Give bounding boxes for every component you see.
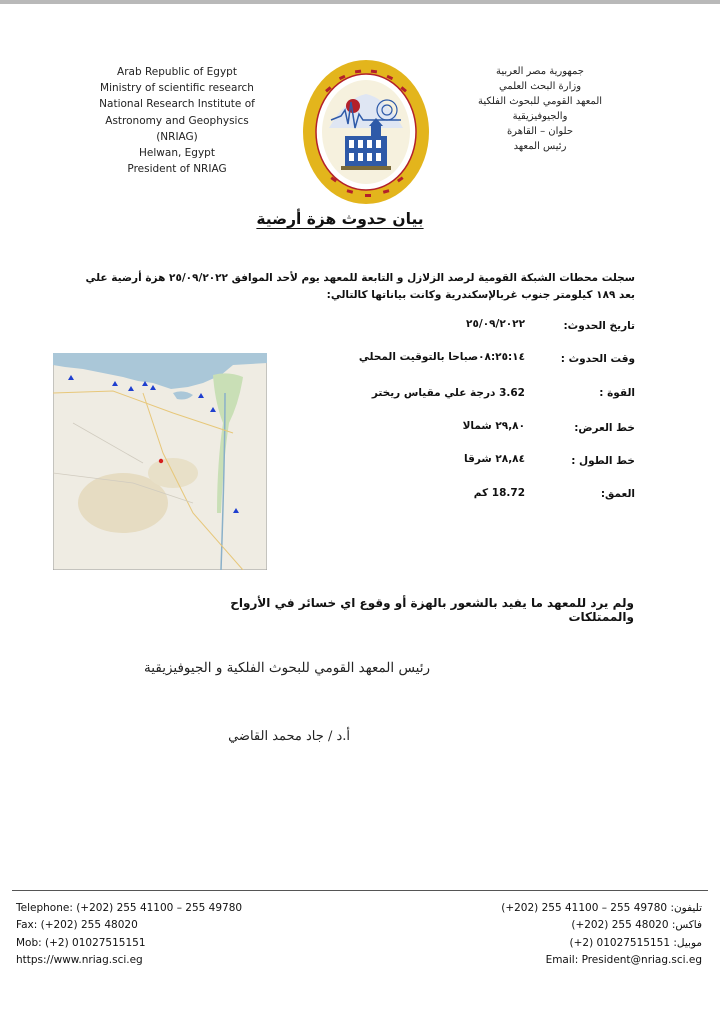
signature-name: أ.د / جاد محمد القاضي — [228, 729, 350, 744]
header-arabic — [470, 64, 610, 154]
footer-arabic — [420, 900, 702, 969]
header-ar-line: رئيس المعهد — [513, 141, 567, 152]
field-latitude-value: ٢٩,٨٠ شمالا — [462, 420, 525, 432]
top-border — [0, 0, 720, 4]
header-ar-line: حلوان – القاهرة — [506, 126, 574, 137]
header-en-line: (NRIAG) — [156, 130, 198, 143]
header-en-line: Arab Republic of Egypt — [117, 66, 237, 78]
footer-ar-fax-value: (+202) 255 48020 — [571, 919, 669, 932]
footer-ar-mobile — [420, 935, 702, 952]
epicenter-map — [53, 353, 267, 570]
field-date-label: تاريخ الحدوث: — [563, 320, 635, 332]
field-depth-label: العمق: — [600, 488, 635, 500]
header-ar-line: جمهورية مصر العربية — [496, 66, 584, 77]
footer-mobile: Mob: (+2) 01027515151 — [16, 936, 146, 949]
field-date-value: ٢٥/٠٩/٢٠٢٢ — [466, 318, 525, 330]
header-ar-line: وزارة البحث العلمي — [498, 81, 582, 92]
header-english — [88, 64, 266, 177]
field-magnitude-value: 3.62 درجة علي مقياس ريختر — [371, 387, 525, 399]
footer-email-link[interactable] — [420, 952, 702, 969]
footer-ar-fax — [420, 917, 702, 934]
footer-english — [16, 900, 336, 969]
footer-ar-mobile-value: (+2) 01027515151 — [569, 936, 671, 949]
header-ar-line: والجيوفيزيقية — [512, 111, 568, 122]
header-en-line: Ministry of scientific research — [100, 82, 254, 95]
header-en-line: Helwan, Egypt — [139, 147, 215, 160]
header-ar-line: المعهد القومي للبحوث الفلكية — [477, 96, 603, 107]
footer-divider — [12, 890, 708, 891]
footer-ar-fax-label: فاكس: — [671, 919, 702, 932]
nriag-seal-icon — [301, 58, 431, 206]
field-latitude-label: خط العرض: — [574, 422, 635, 434]
field-longitude-value: ٢٨,٨٤ شرقا — [464, 453, 525, 465]
footer-ar-telephone-value: (+202) 255 41100 – 255 49780 — [501, 902, 668, 914]
field-time-value: ٠٨:٢٥:١٤صباحا بالتوقيت المحلي — [358, 351, 525, 363]
footer-ar-telephone — [420, 900, 702, 917]
document-title: بيان حدوث هزة أرضية — [256, 210, 424, 228]
field-magnitude-label: القوة : — [599, 387, 635, 399]
footer-ar-telephone-label: تليفون: — [670, 902, 702, 914]
header-en-line: President of NRIAG — [127, 163, 227, 176]
damage-note: ولم يرد للمعهد ما يفيد بالشعور بالهزة أو وقوع اي خسائر في الأرواح والممتلكات — [230, 596, 634, 624]
field-time-label: وقت الحدوث : — [560, 353, 635, 365]
signature-title: رئيس المعهد القومي للبحوث الفلكية و الجيوفيزيقية — [144, 660, 430, 676]
footer-ar-mobile-label: موبيل: — [673, 936, 702, 949]
field-depth-value: 18.72 كم — [473, 487, 525, 499]
footer-telephone: Telephone: (+202) 255 41100 – 255 49780 — [16, 902, 243, 914]
footer-fax: Fax: (+202) 255 48020 — [16, 919, 138, 932]
header-en-line: Astronomy and Geophysics — [105, 114, 249, 127]
field-longitude-label: خط الطول : — [571, 455, 635, 467]
footer-email[interactable]: Email: President@nriag.sci.eg — [545, 953, 702, 966]
header-en-line: National Research Institute of — [99, 98, 255, 111]
footer-website-link[interactable]: https://www.nriag.sci.eg — [16, 953, 143, 966]
intro-paragraph: سجلت محطات الشبكة القومية لرصد الزلازل و التابعة للمعهد يوم لأحد الموافق ٢٥/٠٩/٢٠٢٢ هزة أرضية علي بعد ١٨٩ كيلومتر جنوب غربالإسكندرية وكانت بياناتها كالتالي: — [85, 272, 635, 301]
